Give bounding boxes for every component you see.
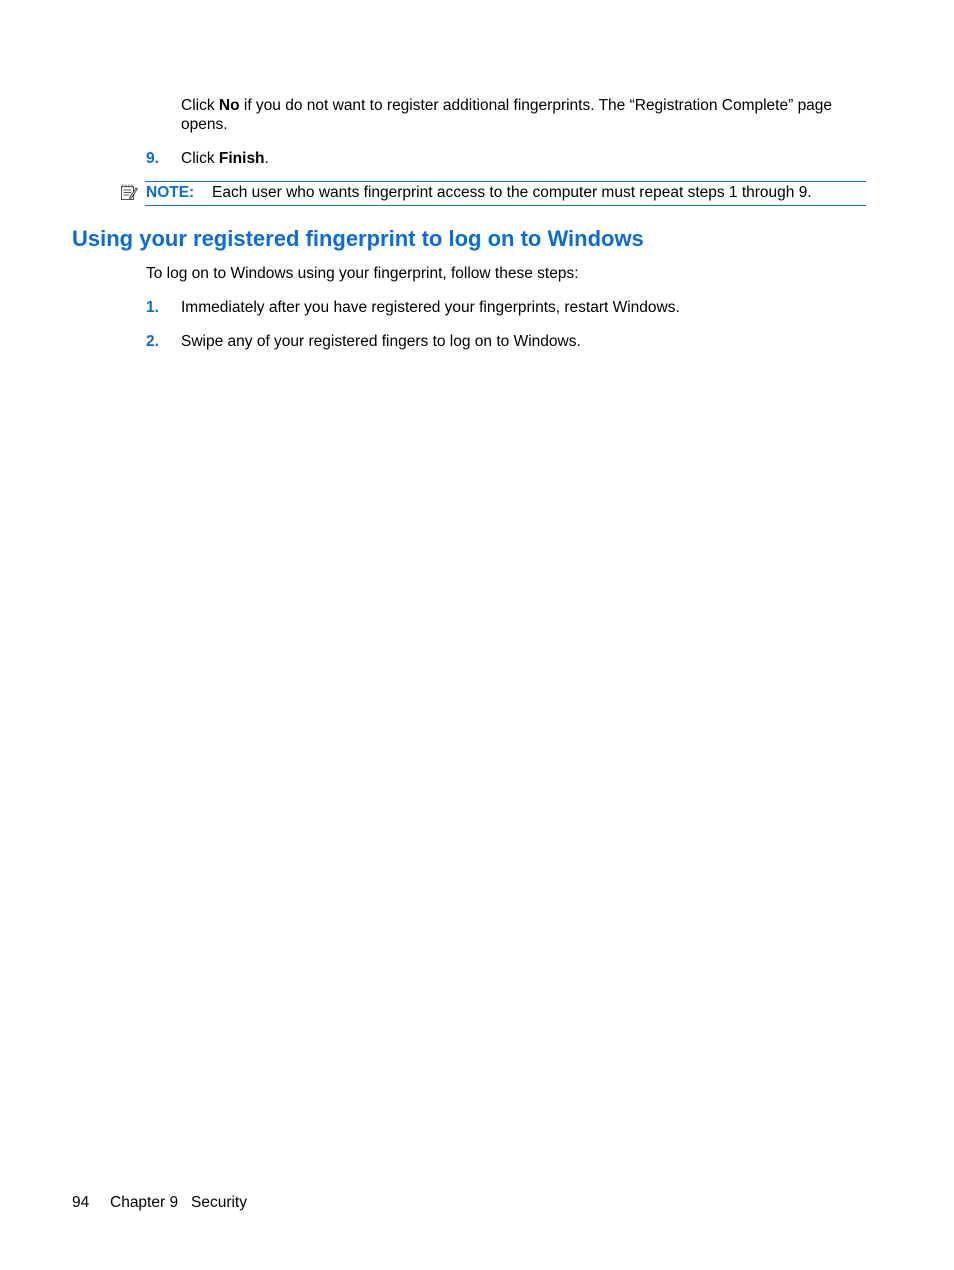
- step-9-bold-finish: Finish: [218, 150, 265, 167]
- continuation-prefix: Click: [181, 97, 219, 114]
- note-text: Each user who wants fingerprint access to the computer must repeat steps 1 through 9.: [212, 184, 812, 201]
- note-label: NOTE:: [146, 184, 195, 201]
- step-2-number: 2.: [146, 333, 159, 350]
- section-intro: To log on to Windows using your fingerprint, follow these steps:: [146, 265, 579, 282]
- step-2-text: Swipe any of your registered fingers to log on to Windows.: [181, 333, 581, 350]
- step-9-text: [181, 149, 269, 168]
- step-1-text: Immediately after you have registered your fingerprints, restart Windows.: [181, 299, 680, 316]
- note-icon: [120, 183, 138, 201]
- continuation-bold-no: No: [218, 97, 240, 114]
- step-1-number: 1.: [146, 299, 159, 316]
- continuation-suffix: if you do not want to register additional fingerprints. The “Registration Complete” page opens.: [181, 97, 833, 133]
- footer-page-number: 94: [72, 1194, 90, 1211]
- step-9-number: 9.: [146, 150, 159, 167]
- step-9-prefix: Click: [181, 150, 219, 167]
- continuation-paragraph: [181, 96, 871, 134]
- footer-chapter: Chapter 9 Security: [110, 1194, 247, 1211]
- step-9-suffix: .: [264, 150, 269, 167]
- section-heading: Using your registered fingerprint to log on to Windows: [72, 226, 644, 251]
